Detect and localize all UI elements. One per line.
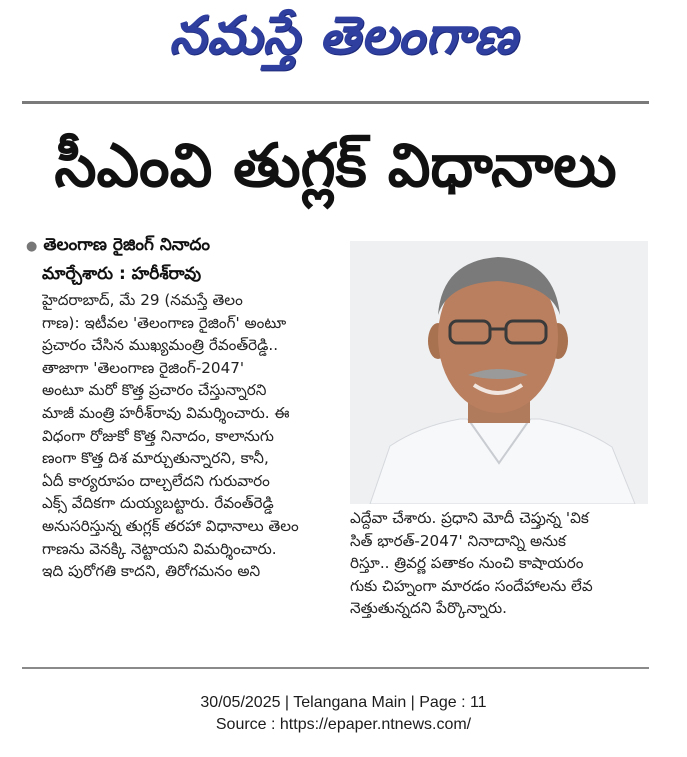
body-line: గాణను వెనక్కి నెట్టాయని విమర్శించారు. [42,539,277,558]
article-body-left [42,289,342,583]
article-body-right [350,507,648,620]
article-headline: సీఎంవి తుగ్లక్ విధానాలు [54,131,617,201]
kicker-text: తెలంగాణ రైజింగ్ నినాదం [43,235,211,255]
body-line: మాజీ మంత్రి హరీశ్‌రావు విమర్శించారు. ఈ [42,403,290,422]
source-footer [0,692,687,736]
article-photo [350,241,648,504]
body-line: అంటూ మరో కొత్త ప్రచారం చేస్తున్నారని [42,381,267,400]
masthead [0,2,687,82]
body-line: ఎక్స్ వేదికగా దుయ్యబట్టారు. రేవంత్‌రెడ్డి [42,494,274,513]
source-line: Source : https://epaper.ntnews.com/ [215,716,472,733]
portrait-illustration [350,241,648,504]
article-byline: మార్చేశారు : హరీశ్‌రావు [42,264,202,284]
footer-divider [22,667,649,669]
body-line: గాణ): ఇటీవల 'తెలంగాణ రైజింగ్' అంటూ [42,313,287,332]
body-line: రిస్తూ.. త్రివర్ణ పతాకం నుంచి కాషాయరం [350,554,584,573]
date-page-line: 30/05/2025 | Telangana Main | Page : 11 [200,694,487,711]
newspaper-title: నమస్తే తెలంగాణ [169,6,518,66]
body-line: ణంగా కొత్త దిశ మార్చుతున్నారని, కానీ, [42,449,269,468]
body-line: తాజాగా 'తెలంగాణ రైజింగ్-2047' [42,358,245,377]
body-line: సిత్ భారత్-2047' నినాదాన్ని అనుక [350,531,566,550]
body-line: నెత్తుతున్నదని పేర్కొన్నారు. [350,599,507,618]
body-line: ఇది పురోగతి కాదని, తిరోగమనం అని [42,562,261,581]
body-line: విధంగా రోజుకో కొత్త నినాదం, కాలానుగు [42,426,274,445]
body-line: గుకు చిహ్నంగా మారడం సందేహాలను లేవ [350,576,593,595]
body-line: అనుసరిస్తున్న తుగ్లక్ తరహా విధానాలు తెలం [42,516,299,535]
body-line: ప్రచారం చేసిన ముఖ్యమంత్రి రేవంత్‌రెడ్డి.. [42,336,279,355]
article-kicker [26,233,346,259]
bullet-icon: ● [26,239,38,254]
body-line: ఏదీ కార్యరూపం దాల్చలేదని గురువారం [42,471,270,490]
body-line: ఎద్దేవా చేశారు. ప్రధాని మోదీ చెప్తున్న 'విక [350,509,589,527]
body-line: హైదరాబాద్, మే 29 (నమస్తే తెలం [42,291,243,309]
masthead-divider [22,101,649,104]
